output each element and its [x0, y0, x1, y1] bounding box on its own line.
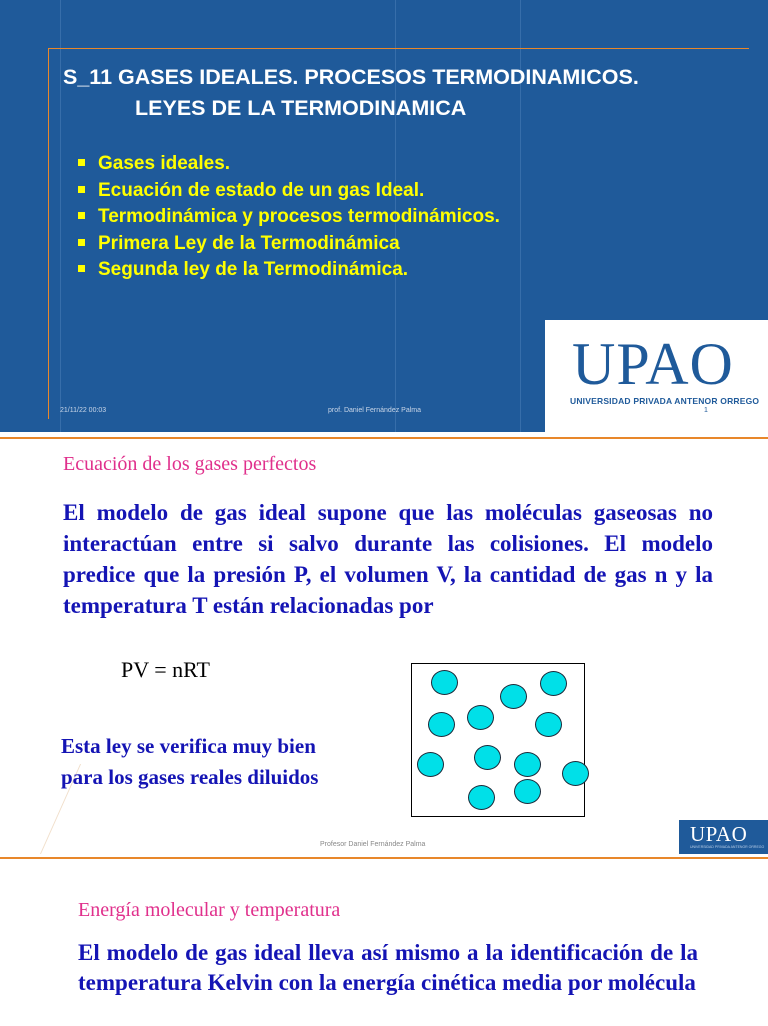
molecule-icon	[467, 705, 494, 730]
slide-body-text: El modelo de gas ideal supone que las moléculas gaseosas no interactúan entre si salvo durante las colisiones. El modelo predice que la presión P, el volumen V, la cantidad de gas n y la temperatura T están relacionadas por	[63, 500, 713, 618]
ideal-gas-formula: PV = nRT	[121, 657, 210, 682]
upao-logo	[545, 320, 768, 432]
square-bullet-icon	[78, 186, 85, 193]
footer-author: Profesor Daniel Fernández Palma	[320, 841, 426, 848]
square-bullet-icon	[78, 239, 85, 246]
law-note: Esta ley se verifica muy bien para los gases reales diluidos	[61, 734, 319, 789]
page-number: 1	[704, 407, 708, 414]
logo-subtitle: UNIVERSIDAD PRIVADA ANTENOR ORREGO	[570, 396, 760, 406]
slide-body-text: El modelo de gas ideal lleva así mismo a la identificación de la temperatura Kelvin con la energía cinética media por molécula	[78, 940, 698, 995]
footer-date: 21/11/22 00:03	[60, 407, 107, 414]
topic-list	[78, 151, 500, 284]
topic-item: Segunda ley de la Termodinámica.	[78, 257, 500, 284]
molecular-energy-slide	[0, 857, 768, 1026]
square-bullet-icon	[78, 212, 85, 219]
logo-text: UPAO	[690, 822, 748, 846]
molecule-icon	[428, 712, 455, 737]
gas-container-diagram	[411, 663, 585, 817]
molecule-icon	[417, 752, 444, 777]
molecule-icon	[540, 671, 567, 696]
molecule-icon	[500, 684, 527, 709]
footer-author: prof. Daniel Fernández Palma	[328, 407, 421, 414]
title-line-2: LEYES DE LA TERMODINAMICA	[135, 96, 467, 120]
topic-item: Termodinámica y procesos termodinámicos.	[78, 204, 500, 231]
square-bullet-icon	[78, 159, 85, 166]
logo-subtitle: UNIVERSIDAD PRIVADA ANTENOR ORREGO	[690, 845, 765, 849]
molecule-icon	[474, 745, 501, 770]
topic-item: Ecuación de estado de un gas Ideal.	[78, 178, 500, 205]
title-slide	[0, 0, 768, 432]
slide-title	[63, 62, 763, 124]
logo-text: UPAO	[572, 331, 734, 397]
slide-heading: Ecuación de los gases perfectos	[63, 453, 317, 475]
slide-heading: Energía molecular y temperatura	[78, 899, 341, 921]
molecule-icon	[468, 785, 495, 810]
molecule-icon	[514, 752, 541, 777]
title-line-1: S_11 GASES IDEALES. PROCESOS TERMODINAMICOS.	[63, 65, 639, 89]
topic-item: Gases ideales.	[78, 151, 500, 178]
molecule-icon	[535, 712, 562, 737]
molecule-icon	[431, 670, 458, 695]
ideal-gas-slide	[0, 437, 768, 854]
topic-item: Primera Ley de la Termodinámica	[78, 231, 500, 258]
molecule-icon	[562, 761, 589, 786]
molecule-icon	[514, 779, 541, 804]
square-bullet-icon	[78, 265, 85, 272]
upao-logo	[679, 820, 768, 854]
